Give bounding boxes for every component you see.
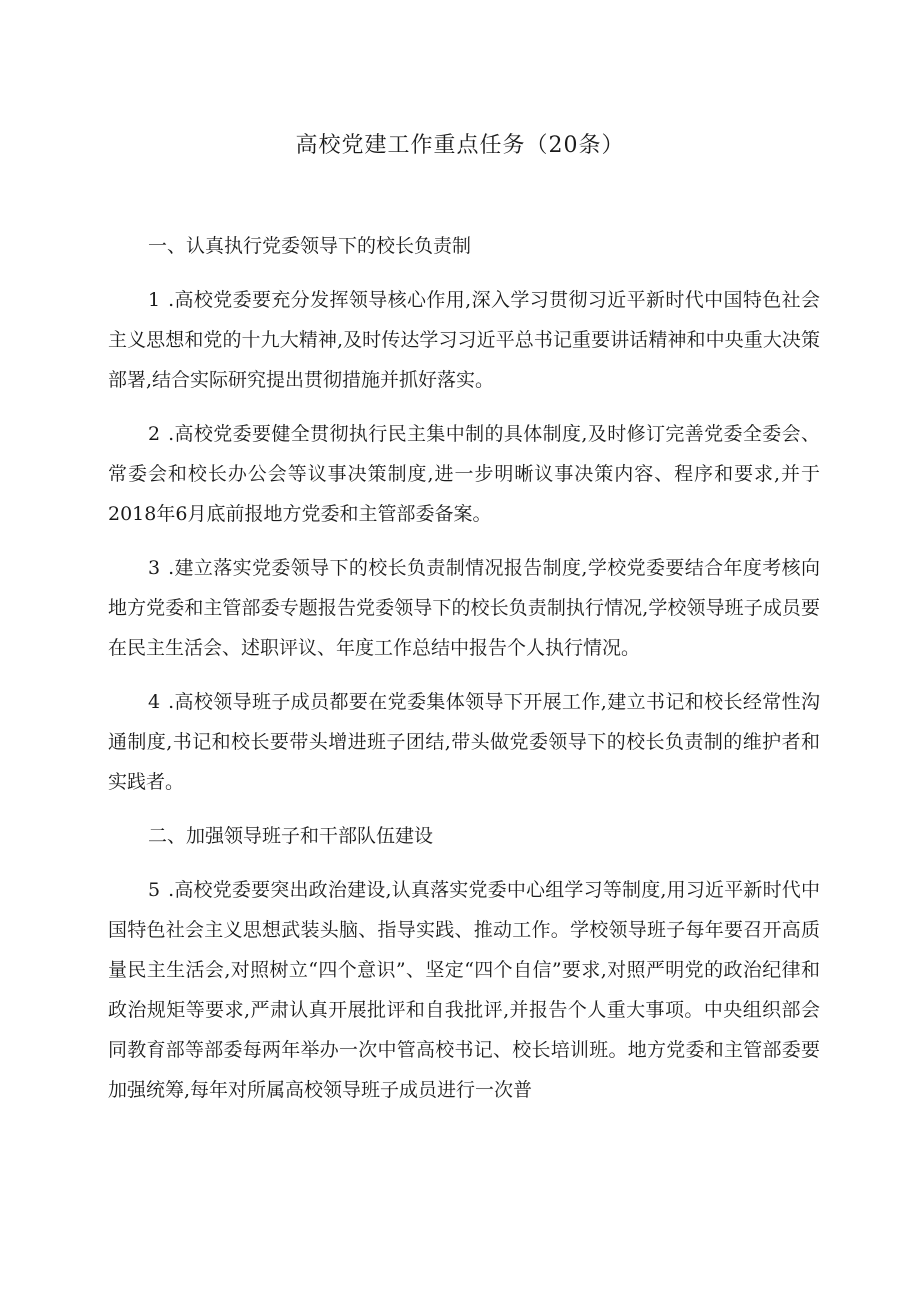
paragraph-1 [108, 280, 820, 400]
paragraph-3 [108, 548, 820, 668]
paragraph-2 [108, 414, 820, 534]
paragraph-text: .高校党委要充分发挥领导核心作用,深入学习贯彻习近平新时代中国特色社会主义思想和党的十九大精神,及时传达学习习近平总书记重要讲话精神和中央重大决策部署,结合实际研究提出贯彻措施并抓好落实。 [108, 289, 820, 391]
paragraph-text: .高校党委要突出政治建设,认真落实党委中心组学习等制度,用习近平新时代中国特色社会主义思想武装头脑、指导实践、推动工作。学校领导班子每年要召开高质量民主生活会,对照树立“四个意识”、坚定“四个自信”要求,对照严明党的政治纪律和政治规矩等要求,严肃认真开展批评和自我批评,并报告个人重大事项。中央组织部会同教育部等部委每两年举办一次中管高校书记、校长培训班。地方党委和主管部委要加强统筹,每年对所属高校领导班子成员进行一次普 [108, 879, 820, 1101]
paragraph-number: 1 [148, 289, 161, 311]
paragraph-number: 5 [148, 879, 161, 901]
paragraph-number: 4 [148, 691, 161, 713]
paragraph-4 [108, 682, 820, 802]
section-heading-1: 一、认真执行党委领导下的校长负责制 [148, 235, 472, 257]
document-body [108, 226, 820, 1124]
paragraph-text: .建立落实党委领导下的校长负责制情况报告制度,学校党委要结合年度考核向地方党委和主管部委专题报告党委领导下的校长负责制执行情况,学校领导班子成员要在民主生活会、述职评议、年度工作总结中报告个人执行情况。 [108, 557, 820, 659]
paragraph-number: 3 [148, 557, 161, 579]
section-heading-2: 二、加强领导班子和干部队伍建设 [148, 825, 434, 847]
document-title: 高校党建工作重点任务（20条） [295, 133, 625, 158]
paragraph-5 [108, 870, 820, 1110]
paragraph-text: .高校党委要健全贯彻执行民主集中制的具体制度,及时修订完善党委全委会、常委会和校长办公会等议事决策制度,进一步明晰议事决策内容、程序和要求,并于2018年6月底前报地方党委和主管部委备案。 [108, 423, 820, 525]
paragraph-number: 2 [148, 423, 161, 445]
paragraph-text: .高校领导班子成员都要在党委集体领导下开展工作,建立书记和校长经常性沟通制度,书记和校长要带头增进班子团结,带头做党委领导下的校长负责制的维护者和实践者。 [108, 691, 820, 793]
